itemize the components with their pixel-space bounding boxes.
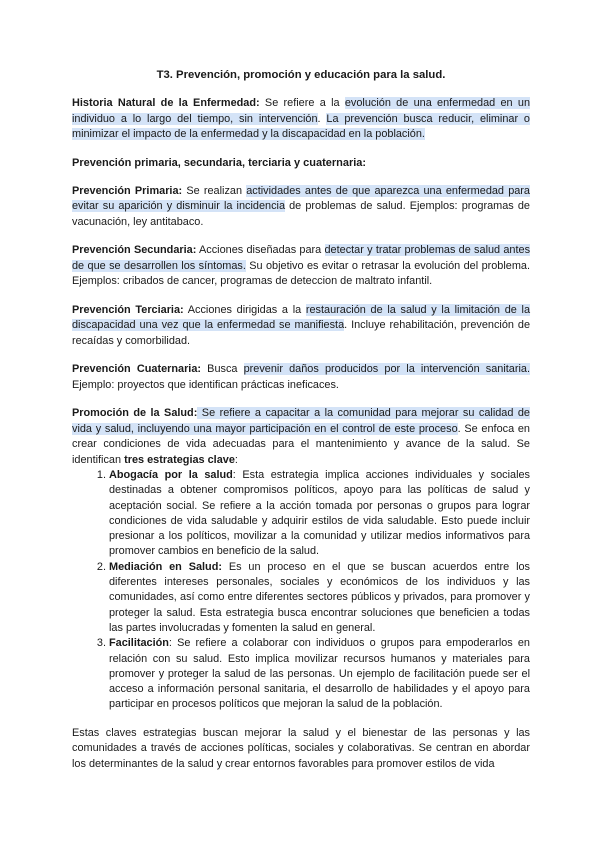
highlight: prevenir daños producidos por la intervención sanitaria. bbox=[243, 363, 530, 375]
page-title: T3. Prevención, promoción y educación para la salud. bbox=[156, 69, 446, 81]
cuaternaria-term: Prevención Cuaternaria: bbox=[72, 363, 202, 375]
primaria-term: Prevención Primaria: bbox=[72, 184, 183, 197]
highlight: restauración de la salud y la limitación de la discapacidad una vez que la enfermedad se manifiesta bbox=[72, 303, 530, 331]
prevencion-terciaria-paragraph: Prevención Terciaria: Acciones dirigidas a la restauración de la salud y la limitación de la discapacidad una vez que la enfermedad se manifiesta. Incluye rehabilitación, prevención de recaídas y comorbilidad. bbox=[72, 303, 530, 347]
prevencion-secundaria-paragraph: Prevención Secundaria: Acciones diseñadas para detectar y tratar problemas de salud antes de que se desarrollen los síntomas. Su objetivo es evitar o retrasar la evolución del problema. Ejemplos: cribados de cancer, programas de deteccion de maltrato infantil. bbox=[72, 244, 531, 287]
historia-natural-paragraph: Historia Natural de la Enfermedad: Se refiere a la evolución de una enfermedad en un individuo a lo largo del tiempo, sin intervención. La prevención busca reducir, eliminar o minimizar el impacto de la enfermedad y la discapacidad en la población. bbox=[72, 97, 531, 140]
list-item: 2. Mediación en Salud: Es un proceso en el que se buscan acuerdos entre los diferentes intereses personales, sociales y económicos de los individuos y las comunidades, así como entre diferentes sectores públicos y privados, para promover y proteger la salud. Esta estrategia busca encontrar soluciones que beneficien a todas las partes involucradas y fomenten la salud en general. bbox=[109, 560, 530, 636]
promocion-salud-paragraph: Promoción de la Salud: Se refiere a capacitar a la comunidad para mejorar su calidad de vida y salud, incluyendo una mayor participación en el control de este proceso. Se enfoca en crear condiciones de vida adecuadas para el mantenimiento y avance de la salud. Se identifican tres estrategias clave: bbox=[72, 407, 530, 466]
estrategias-list bbox=[72, 468, 530, 713]
promocion-term: Promoción de la Salud: bbox=[72, 407, 198, 419]
highlight: actividades antes de que aparezca una enfermedad para evitar su aparición y disminuir la incidencia bbox=[72, 184, 530, 212]
highlight: Se refiere a capacitar a la comunidad para mejorar su calidad de vida y salud, incluyendo una mayor participación en el control de este proceso bbox=[72, 407, 530, 435]
list-item: 3. Facilitación: Se refiere a colaborar con individuos o grupos para empoderarlos en relación con su salud. Esto implica movilizar recursos humanos y materiales para promover y proteger la salud de las personas. Un ejemplo de facilitación puede ser el acceso a información personal sanitaria, el desarrollo de habilidades y el apoyo para participar en procesos políticos que mejoran la salud de la población. bbox=[109, 636, 530, 712]
document-page bbox=[72, 68, 530, 785]
estrategias-clave: tres estrategias clave bbox=[124, 453, 235, 466]
highlight: La prevención busca reducir, eliminar o minimizar el impacto de la enfermedad y la discapacidad en la población. bbox=[72, 112, 530, 140]
historia-term: Historia Natural de la Enfermedad: bbox=[72, 97, 260, 109]
secundaria-term: Prevención Secundaria: bbox=[72, 244, 197, 256]
closing-paragraph: Estas claves estrategias buscan mejorar la salud y el bienestar de las personas y las comunidades a través de acciones políticas, sociales y colaborativas. Se centran en abordar los determinantes de la salud y crear entornos favorables para promover estilos de vida bbox=[72, 726, 530, 770]
highlight: detectar y tratar problemas de salud antes de que se desarrollen los síntomas. bbox=[72, 244, 531, 272]
prevencion-cuaternaria-paragraph: Prevención Cuaternaria: Busca prevenir daños producidos por la intervención sanitaria. Ejemplo: proyectos que identifican prácticas ineficaces. bbox=[72, 363, 530, 391]
prevencion-primaria-paragraph: Prevención Primaria: Se realizan actividades antes de que aparezca una enfermedad para evitar su aparición y disminuir la incidencia de problemas de salud. Ejemplos: programas de vacunación, ley antitabaco. bbox=[72, 184, 530, 228]
list-item: 1. Abogacía por la salud: Esta estrategia implica acciones individuales y sociales destinadas a obtener compromisos políticos, apoyo para las políticas de salud y aceptación social. Se refiere a la acción tomada por personas o grupos para lograr condiciones de vida saludable y adquirir estilos de vida saludable. Esto puede incluir presionar a los políticos, movilizar a la comunidad y utilizar medios informativos para promover cambios en beneficio de la salud. bbox=[109, 468, 530, 560]
section-subtitle: Prevención primaria, secundaria, terciaria y cuaternaria: bbox=[72, 156, 367, 169]
highlight: evolución de una enfermedad en un individuo a lo largo del tiempo, sin intervención bbox=[72, 97, 531, 125]
terciaria-term: Prevención Terciaria: bbox=[72, 303, 184, 316]
